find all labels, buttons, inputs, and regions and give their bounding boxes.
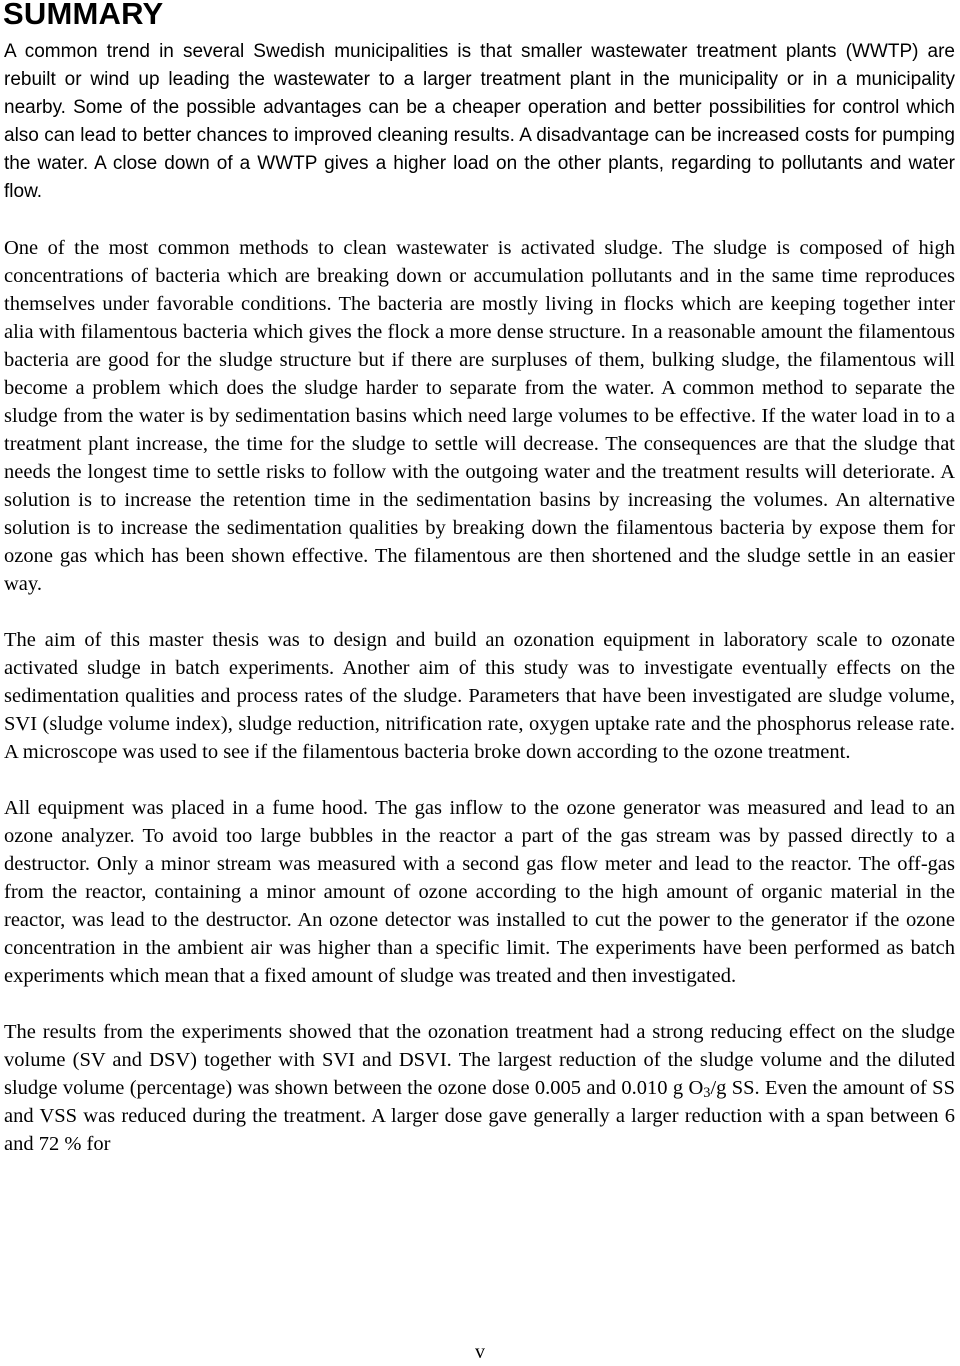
paragraph-results xyxy=(4,1018,955,1158)
summary-heading: SUMMARY xyxy=(3,0,164,31)
paragraph-municipalities: A common trend in several Swedish municipalities is that smaller wastewater treatment plants (WWTP) are rebuilt or wind up leading the wastewater to a larger treatment plant in the municipality or in a municipality nearby. Some of the possible advantages can be a cheaper operation and better possibilities for control which also can lead to better chances to improved cleaning results. A disadvantage can be increased costs for pumping the water. A close down of a WWTP gives a higher load on the other plants, regarding to pollutants and water flow. xyxy=(4,41,955,202)
paragraph-thesis-aim: The aim of this master thesis was to design and build an ozonation equipment in laboratory scale to ozonate activated sludge in batch experiments. Another aim of this study was to investigate eventually effects on the sedimentation qualities and process rates of the sludge. Parameters that have been investigated are sludge volume, SVI (sludge volume index), sludge reduction, nitrification rate, oxygen uptake rate and the phosphorus release rate. A microscope was used to see if the filamentous bacteria broke down according to the ozone treatment. xyxy=(4,629,955,763)
summary-body xyxy=(4,38,955,1186)
results-text-part1: The results from the experiments showed that the ozonation treatment had a strong reducing effect on the sludge volume (SV and DSV) together with SVI and DSVI. The largest reduction of the sludge volume and the diluted sludge volume (percentage) was shown between the ozone dose 0.005 and 0.010 g O xyxy=(4,1021,955,1099)
paragraph-equipment: All equipment was placed in a fume hood. The gas inflow to the ozone generator was measured and lead to an ozone analyzer. To avoid too large bubbles in the reactor a part of the gas stream was by passed directly to a destructor. Only a minor stream was measured with a second gas flow meter and lead to the reactor. The off-gas from the reactor, containing a minor amount of ozone according to the high amount of organic material in the reactor, was lead to the destructor. An ozone detector was installed to cut the power to the generator if the ozone concentration in the ambient air was higher than a specific limit. The experiments have been performed as batch experiments which mean that a fixed amount of sludge was treated and then investigated. xyxy=(4,797,955,987)
ozone-subscript: 3 xyxy=(703,1085,711,1101)
results-text-part2: /g SS. Even the amount of SS and VSS was reduced during the treatment. A larger dose gave generally a larger reduction with a span between 6 and 72 % for xyxy=(4,1077,955,1155)
page-number: v xyxy=(475,1341,485,1363)
paragraph-activated-sludge: One of the most common methods to clean wastewater is activated sludge. The sludge is composed of high concentrations of bacteria which are breaking down or accumulation pollutants and in the same time reproduces themselves under favorable conditions. The bacteria are mostly living in flocks which are keeping together inter alia with filamentous bacteria which gives the flock a more dense structure. In a reasonable amount the filamentous bacteria are good for the sludge structure but if there are surpluses of them, bulking sludge, the filamentous will become a problem which does the sludge harder to separate from the water. A common method to separate the sludge from the water is by sedimentation basins which need large volumes to be effective. If the water load in to a treatment plant increase, the time for the sludge to settle will decrease. The consequences are that the sludge that needs the longest time to settle risks to follow with the outgoing water and the treatment results will deteriorate. A solution is to increase the retention time in the sedimentation basins by increasing the volumes. An alternative solution is to increase the sedimentation qualities by breaking down the filamentous bacteria by expose them for ozone gas which has been shown effective. The filamentous are then shortened and the sludge settle in an easier way. xyxy=(4,237,955,595)
